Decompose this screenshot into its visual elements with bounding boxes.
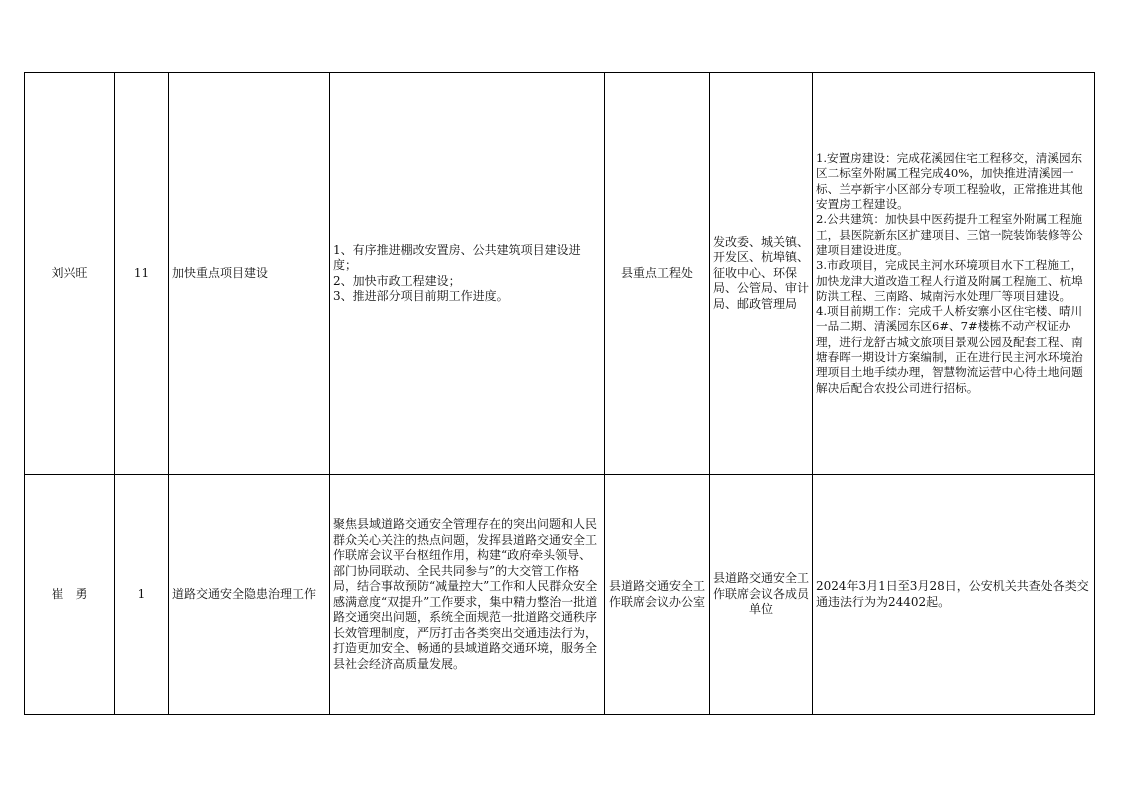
progress-description: 1.安置房建设：完成花溪园住宅工程移交，清溪园东区二标室外附属工程完成40%，加快推进清溪园一标、兰亭新宇小区部分专项工程验收，正常推进其他安置房工程建设。 2.公共建筑：加快县中医药提升工程室外附属工程施工，县医院新东区扩建项目、三馆一院装饰装修等公建项目建设进度。 3.市政项目，完成民主河水环境项目水下工程施工，加快龙津大道改造工程人行道及附属工程施工、杭埠防洪工程、三南路、城南污水处理厂等项目建设。 4.项目前期工作：完成千人桥安寨小区住宅楼、晴川一品二期、清溪园东区6#、7#楼栋不动产权证办理，进行龙舒古城文旅项目景观公园及配套工程、南塘春晖一期设计方案编制，正在进行民主河水环境治理项目土地手续办理，智慧物流运营中心待土地问题解决后配合农投公司进行招标。 <box>813 73 1095 475</box>
task-content: 1、有序推进棚改安置房、公共建筑项目建设进度； 2、加快市政工程建设； 3、推进部分项目前期工作进度。 <box>330 73 605 475</box>
task-content: 聚焦县域道路交通安全管理存在的突出问题和人民群众关心关注的热点问题，发挥县道路交通安全工作联席会议平台枢纽作用，构建“政府牵头领导、部门协同联动、全民共同参与”的大交管工作格局，结合事故预防“减量控大”工作和人民群众安全感满意度“双提升”工作要求，集中精力整治一批道路交通突出问题，系统全面规范一批道路交通秩序长效管理制度，严厉打击各类突出交通违法行为，打造更加安全、畅通的县域道路交通环境，服务全县社会经济高质量发展。 <box>330 475 605 715</box>
cooperating-units: 县道路交通安全工作联席会议各成员单位 <box>710 475 813 715</box>
task-number: 1 <box>115 475 169 715</box>
responsible-person: 刘兴旺 <box>25 73 115 475</box>
task-progress-table <box>24 72 1095 715</box>
progress-description: 2024年3月1日至3月28日，公安机关共查处各类交通违法行为为24402起。 <box>813 475 1095 715</box>
cooperating-units: 发改委、城关镇、开发区、杭埠镇、征收中心、环保局、公管局、审计局、邮政管理局 <box>710 73 813 475</box>
task-number: 11 <box>115 73 169 475</box>
table-row <box>25 475 1095 715</box>
responsible-person: 崔 勇 <box>25 475 115 715</box>
table-row <box>25 73 1095 475</box>
task-title: 道路交通安全隐患治理工作 <box>169 475 330 715</box>
lead-unit: 县道路交通安全工作联席会议办公室 <box>605 475 710 715</box>
lead-unit: 县重点工程处 <box>605 73 710 475</box>
task-title: 加快重点项目建设 <box>169 73 330 475</box>
